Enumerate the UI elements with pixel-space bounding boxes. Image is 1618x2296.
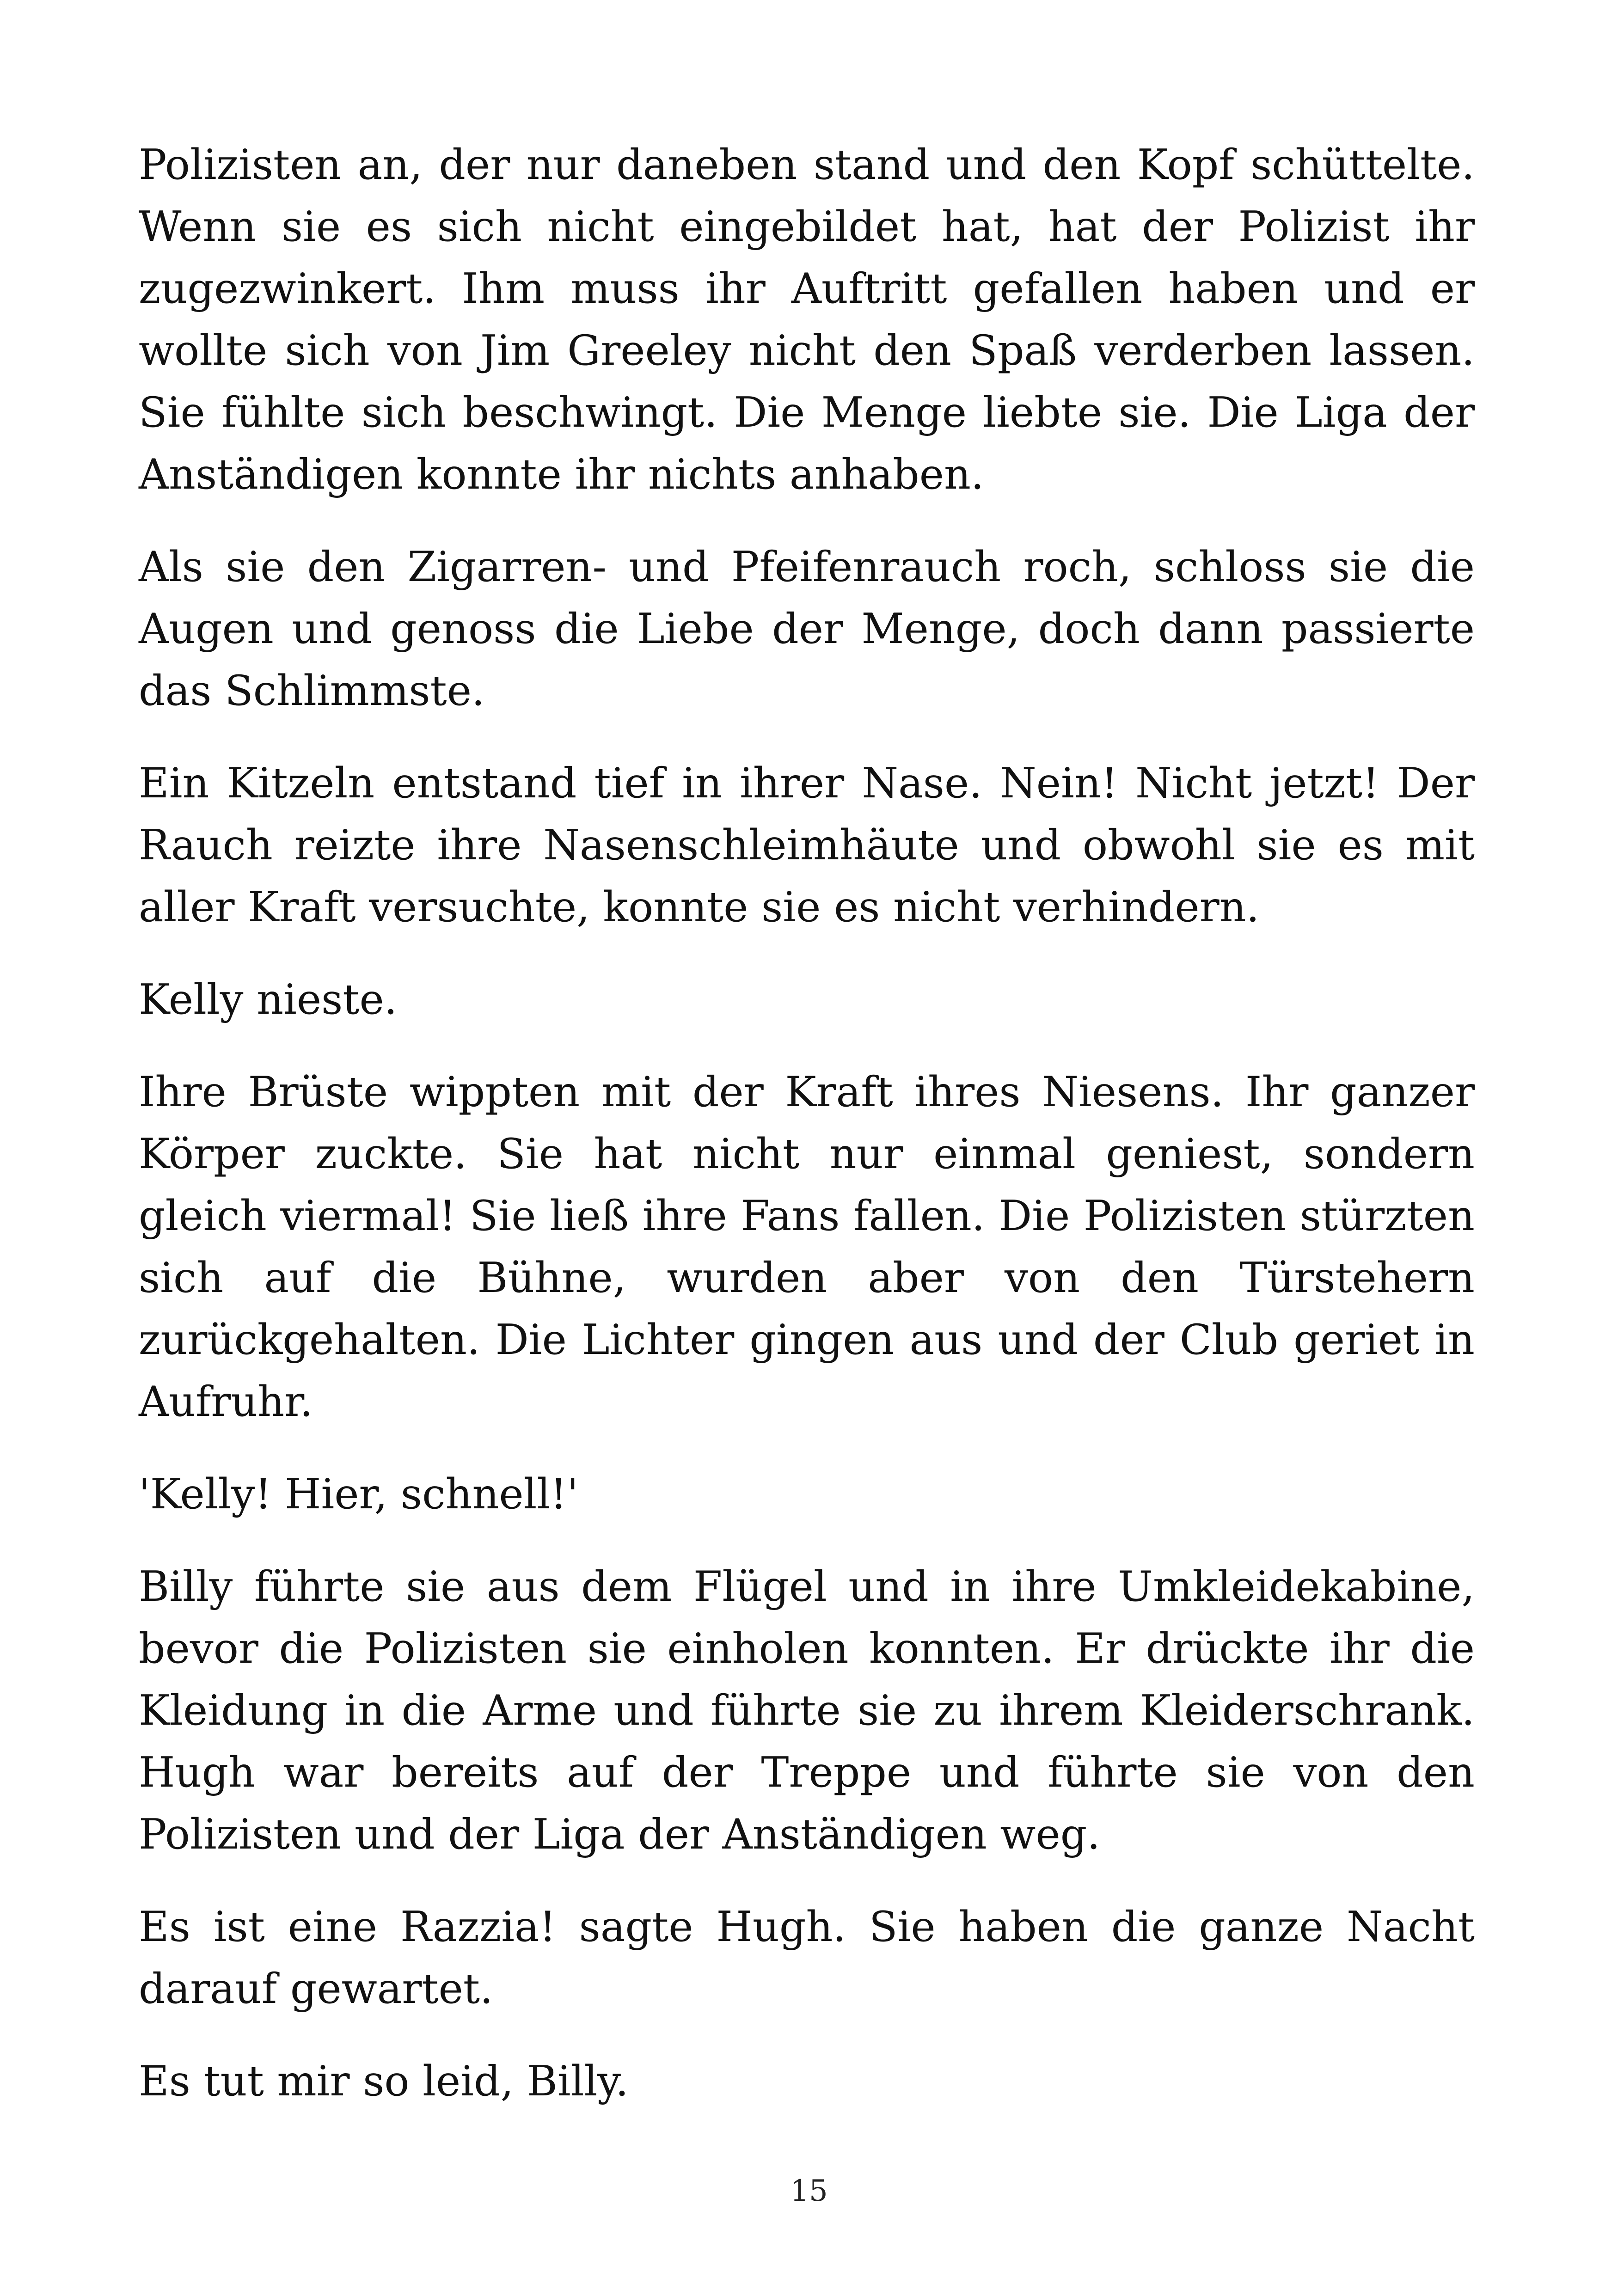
paragraph: Es ist eine Razzia! sagte Hugh. Sie haben die ganze Nacht darauf gewartet. [139, 1903, 1475, 2013]
paragraph: Billy führte sie aus dem Flügel und in ihre Umkleidekabine, bevor die Polizisten sie einholen konnten. Er drückte ihr die Kleidung in die Arme und führte sie zu ihrem Kleiderschrank. Hugh war bereits auf der Treppe und führte sie von den Polizisten und der Liga der Anständigen weg. [139, 1562, 1475, 1859]
paragraph: Ein Kitzeln entstand tief in ihrer Nase. Nein! Nicht jetzt! Der Rauch reizte ihre Nasenschleimhäute und obwohl sie es mit aller Kraft versuchte, konnte sie es nicht verhindern. [139, 759, 1475, 931]
paragraph: 'Kelly! Hier, schnell!' [139, 1470, 579, 1518]
paragraph: Kelly nieste. [139, 975, 398, 1024]
paragraph: Als sie den Zigarren- und Pfeifenrauch roch, schloss sie die Augen und genoss die Liebe der Menge, doch dann passierte das Schlimmste. [139, 543, 1475, 715]
paragraph: Polizisten an, der nur daneben stand und den Kopf schüttelte. Wenn sie es sich nicht eingebildet hat, hat der Polizist ihr zugezwinkert. Ihm muss ihr Auftritt gefallen haben und er wollte sich von Jim Greeley nicht den Spaß verderben lassen. Sie fühlte sich beschwingt. Die Menge liebte sie. Die Liga der Anständigen konnte ihr nichts anhaben. [139, 141, 1475, 499]
body-text [139, 134, 1475, 2143]
paragraph: Es tut mir so leid, Billy. [139, 2057, 629, 2106]
page-number: 15 [790, 2174, 828, 2208]
paragraph: Ihre Brüste wippten mit der Kraft ihres Niesens. Ihr ganzer Körper zuckte. Sie hat nicht nur einmal geniest, sondern gleich viermal! Sie ließ ihre Fans fallen. Die Polizisten stürzten sich auf die Bühne, wurden aber von den Türstehern zurückgehalten. Die Lichter gingen aus und der Club geriet in Aufruhr. [139, 1068, 1475, 1426]
